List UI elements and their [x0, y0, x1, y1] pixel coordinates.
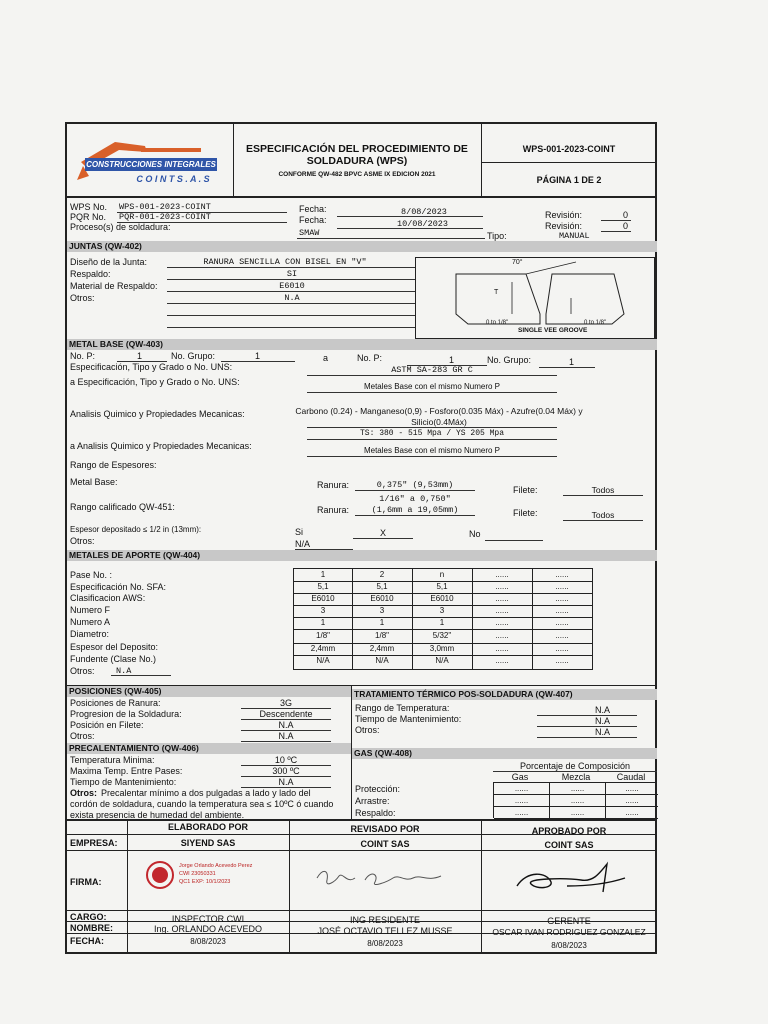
wps-label: WPS No.	[70, 202, 108, 212]
aporte-cell: 3	[320, 606, 326, 615]
wps-value: WPS-001-2023-COINT	[119, 202, 211, 212]
gas-row-label: Respaldo:	[355, 808, 396, 818]
np2-value: 1	[449, 355, 455, 365]
gas-row-label: Arrastre:	[355, 796, 390, 806]
si-label: Si	[295, 527, 304, 537]
section-metal-base: METAL BASE (QW-403)	[67, 339, 657, 350]
spec-label: Especificación, Tipo y Grado o No. UNS:	[70, 362, 233, 372]
aporte-cell: ......	[495, 618, 509, 627]
aporte-cell: ......	[495, 631, 509, 640]
aporte-cell: ......	[495, 606, 509, 615]
diseno-label: Diseño de la Junta:	[70, 257, 148, 267]
np2-label: No. P:	[357, 353, 383, 363]
form-title-line2: SOLDADURA (WPS)	[306, 155, 408, 167]
aporte-cell: ......	[555, 582, 569, 591]
gas-cell: ......	[514, 796, 529, 805]
aporte-cell: ......	[495, 656, 509, 665]
aprobado-header: APROBADO POR	[531, 826, 607, 836]
quimica-line1: Carbono (0.24) - Manganeso(0,9) - Fosforo(0.035 Máx) - Azufre(0.04 Máx) y	[295, 406, 583, 416]
page-indicator: PÁGINA 1 DE 2	[536, 175, 602, 185]
fecha-firma-label: FECHA:	[70, 936, 104, 946]
nombre-label: NOMBRE:	[70, 923, 113, 933]
empresa-revisado: COINT SAS	[360, 839, 410, 849]
aporte-label: Fundente (Clase No.)	[70, 654, 157, 664]
section-precalentamiento: PRECALENTAMIENTO (QW-406)	[67, 743, 351, 754]
np-label: No. P:	[70, 351, 96, 361]
revision-value-2: 0	[623, 221, 629, 231]
espesor-depositado-label: Espesor depositado ≤ 1/2 in (13mm):	[70, 525, 202, 534]
form-title-line1: ESPECIFICACIÓN DEL PROCEDIMIENTO DE	[246, 143, 468, 155]
ranura-label: Ranura:	[317, 480, 350, 490]
cargo-label: CARGO:	[70, 912, 107, 922]
gas-cell: ......	[570, 796, 585, 805]
gas-cell: ......	[570, 808, 585, 817]
nombre-revisado: JOSÉ OCTAVIO TELLEZ MUSSE	[317, 926, 453, 936]
ng-value: 1	[255, 351, 261, 361]
posicion-label: Otros:	[70, 731, 95, 741]
gas-row-label: Protección:	[355, 784, 401, 794]
aporte-cell: ......	[555, 618, 569, 627]
spec-value: ASTM SA-283 GR C	[391, 365, 473, 375]
joint-diagram	[415, 257, 655, 339]
spec2-value: Metales Base con el mismo Numero P	[363, 382, 501, 391]
stamp-line3: QC1 EXP: 10/1/2023	[179, 879, 231, 885]
precal-value: N.A	[278, 777, 294, 787]
diagram-thickness: T	[494, 289, 499, 296]
precal-otros-line3: exista presencia de humedad del ambiente.	[70, 810, 245, 820]
revision-label-2: Revisión:	[545, 221, 583, 231]
aporte-cell: 5,1	[436, 582, 448, 591]
doc-code: WPS-001-2023-COINT	[522, 144, 616, 154]
aporte-cell: 1	[320, 570, 326, 579]
aporte-cell: 5,1	[317, 582, 329, 591]
aporte-cell: 1/8"	[316, 631, 330, 640]
fecha-label-2: Fecha:	[299, 215, 327, 225]
precal-value: 300 ºC	[272, 766, 300, 776]
pwht-value: N.A	[595, 705, 611, 715]
precal-label: Tiempo de Mantenimiento:	[70, 777, 177, 787]
aporte-cell: ......	[555, 631, 569, 640]
tipo-value: MANUAL	[559, 231, 590, 241]
aporte-label: Numero F	[70, 605, 111, 615]
pwht-value: N.A	[595, 727, 611, 737]
aporte-cell: ......	[495, 582, 509, 591]
signature-table	[67, 820, 657, 954]
logo-banner: CONSTRUCCIONES INTEGRALES	[86, 160, 216, 169]
signature-revisado	[309, 860, 459, 894]
aporte-cell: n	[439, 570, 445, 579]
aporte-cell: 2,4mm	[369, 644, 395, 653]
section-juntas: JUNTAS (QW-402)	[67, 241, 657, 252]
aporte-label: Espesor del Deposito:	[70, 642, 159, 652]
revisado-header: REVISADO POR	[350, 824, 420, 834]
precal-otros-label: Otros:	[70, 788, 97, 798]
aporte-cell: 1	[439, 618, 445, 627]
elaborado-header: ELABORADO POR	[167, 822, 248, 832]
tipo-label: Tipo:	[487, 231, 507, 241]
ranura-value: 0,375" (9,53mm)	[376, 480, 454, 490]
precal-otros-line1: Precalentar mínimo a dos pulgadas a lado y lado del	[101, 788, 311, 798]
aporte-cell: ......	[495, 570, 509, 579]
diagram-caption: SINGLE VEE GROOVE	[518, 327, 588, 334]
nombre-elaborado: Ing. ORLANDO ACEVEDO	[153, 924, 263, 934]
cargo-revisado: ING RESIDENTE	[349, 915, 420, 925]
posicion-label: Posición en Filete:	[70, 720, 144, 730]
gas-cell: ......	[570, 784, 585, 793]
revision-label-1: Revisión:	[545, 210, 583, 220]
section-gas: GAS (QW-408)	[352, 748, 657, 759]
material-respaldo-label: Material de Respaldo:	[70, 281, 158, 291]
form-subtitle: CONFORME QW-482 BPVC ASME IX EDICION 2021	[278, 171, 436, 178]
gas-col-caudal: Caudal	[616, 772, 646, 782]
aporte-cell: ......	[495, 594, 509, 603]
quimica-label: Analisis Quimico y Propiedades Mecanicas:	[70, 409, 245, 419]
process-value: SMAW	[299, 228, 320, 238]
diseno-value: RANURA SENCILLA CON BISEL EN "V"	[203, 257, 367, 267]
ng2-value: 1	[569, 357, 575, 367]
aporte-cell: E6010	[311, 594, 335, 603]
aporte-cell: E6010	[370, 594, 394, 603]
empresa-elaborado: SIYEND SAS	[180, 838, 236, 848]
fecha-elaborado: 8/08/2023	[190, 937, 226, 946]
aporte-cell: 3	[379, 606, 385, 615]
gas-col-gas: Gas	[511, 772, 529, 782]
rango-calificado-label: Rango calificado QW-451:	[70, 502, 175, 512]
pwht-value: N.A	[595, 716, 611, 726]
respaldo-label: Respaldo:	[70, 269, 111, 279]
posicion-label: Progresion de la Soldadura:	[70, 709, 182, 719]
quimica-line3: TS: 380 - 515 Mpa / YS 205 Mpa	[359, 429, 505, 438]
gas-pct-label: Porcentaje de Composición	[519, 761, 631, 771]
aporte-cell: ......	[555, 644, 569, 653]
aporte-cell: N/A	[375, 656, 389, 665]
posicion-value: 3G	[279, 698, 292, 708]
aporte-otros-label: Otros:	[70, 666, 95, 676]
fecha-value-1: 8/08/2023	[401, 207, 447, 217]
aporte-cell: N/A	[316, 656, 330, 665]
filete2-label: Filete:	[513, 508, 538, 518]
fecha-value-2: 10/08/2023	[397, 219, 449, 229]
pqr-value: PQR-001-2023-COINT	[119, 212, 211, 222]
posicion-label: Posiciones de Ranura:	[70, 698, 161, 708]
empresa-aprobado: COINT SAS	[544, 840, 594, 850]
aporte-cell: ......	[555, 656, 569, 665]
no-label: No	[469, 529, 481, 539]
ng2-label: No. Grupo:	[487, 355, 532, 365]
pwht-label: Otros:	[355, 725, 380, 735]
spec2-label: a Especificación, Tipo y Grado o No. UNS:	[70, 377, 240, 387]
quimica2-label: a Analisis Quimico y Propiedades Mecanicas:	[70, 441, 252, 451]
posicion-value: N.A	[278, 731, 294, 741]
respaldo-value: SI	[286, 269, 298, 279]
aporte-label: Diametro:	[70, 629, 110, 639]
section-metales-aporte: METALES DE APORTE (QW-404)	[67, 550, 657, 561]
aporte-cell: E6010	[430, 594, 454, 603]
precal-label: Temperatura Minima:	[70, 755, 155, 765]
process-label: Proceso(s) de soldadura:	[70, 222, 171, 232]
precal-otros-line2: cordón de soldadura, cuando la temperatura sea ≤ 10ºC ó cuando	[70, 799, 334, 809]
filete-value: Todos	[591, 485, 615, 495]
aporte-otros-value: N.A	[116, 666, 132, 676]
posicion-value: Descendente	[259, 709, 313, 719]
stamp-line1: Jorge Orlando Acevedo Perez	[179, 863, 253, 869]
aporte-cell: 1	[379, 618, 385, 627]
aporte-label: Especificación No. SFA:	[70, 582, 167, 592]
a-connector: a	[323, 353, 329, 363]
pwht-label: Rango de Temperatura:	[355, 703, 450, 713]
rango-espesores-label: Rango de Espesores:	[70, 460, 157, 470]
pwht-label: Tiempo de Mantenimiento:	[355, 714, 462, 724]
ranura2-value-a: 1/16" a 0,750"	[379, 494, 451, 504]
aws-seal-icon	[145, 860, 175, 890]
aporte-cell: 1/8"	[375, 631, 389, 640]
aporte-label: Numero A	[70, 617, 111, 627]
gas-col-mezcla: Mezcla	[561, 772, 591, 782]
aporte-cell: ......	[555, 594, 569, 603]
gas-table	[493, 782, 657, 818]
wps-form	[65, 122, 657, 954]
aporte-cell: N/A	[435, 656, 449, 665]
ranura2-label: Ranura:	[317, 505, 350, 515]
aporte-cell: 3,0mm	[429, 644, 455, 653]
diagram-gap-2: 0 to 1/8"	[584, 320, 607, 326]
nombre-aprobado: OSCAR IVAN RODRIGUEZ GONZALEZ	[492, 927, 646, 937]
inspector-stamp	[145, 860, 285, 896]
aporte-label: Pase No. :	[70, 570, 113, 580]
ranura2-value-b: (1,6mm a 19,05mm)	[371, 505, 459, 515]
posicion-value: N.A	[278, 720, 294, 730]
gas-cell: ......	[514, 784, 529, 793]
stamp-line2: CWI 23050331	[179, 871, 216, 877]
aporte-cell: ......	[555, 606, 569, 615]
quimica2-value: Metales Base con el mismo Numero P	[363, 446, 501, 455]
section-pwht: TRATAMIENTO TÉRMICO POS-SOLDADURA (QW-407)	[352, 689, 657, 700]
section-posiciones: POSICIONES (QW-405)	[67, 686, 351, 697]
juntas-otros-value: N.A	[284, 293, 300, 303]
aporte-cell: ......	[495, 644, 509, 653]
aporte-cell: 3	[439, 606, 445, 615]
gas-cell: ......	[625, 784, 639, 793]
diagram-angle: 70°	[512, 259, 523, 266]
fecha-revisado: 8/08/2023	[367, 939, 403, 948]
aporte-cell: 2	[379, 570, 385, 579]
cargo-aprobado: GERENTE	[547, 916, 591, 926]
juntas-otros-label: Otros:	[70, 293, 95, 303]
metal-base-otros-value: N/A	[295, 539, 311, 549]
precal-value: 10 ºC	[274, 755, 298, 765]
filete2-value: Todos	[591, 510, 615, 520]
aporte-cell: 5,1	[376, 582, 388, 591]
si-mark: X	[379, 528, 386, 538]
aporte-table	[293, 568, 593, 670]
fecha-label-1: Fecha:	[299, 204, 327, 214]
metal-base-otros-label: Otros:	[70, 536, 95, 546]
aporte-cell: 1	[320, 618, 326, 627]
gas-cell: ......	[625, 808, 639, 817]
material-respaldo-value: E6010	[279, 281, 305, 291]
quimica-line2: Silicio(0.4Máx)	[411, 417, 467, 427]
signature-aprobado	[507, 856, 637, 900]
firma-label: FIRMA:	[70, 877, 102, 887]
logo-name: C O I N T S . A . S	[136, 174, 210, 184]
empresa-label: EMPRESA:	[70, 838, 118, 848]
pqr-label: PQR No.	[70, 212, 107, 222]
ng-label: No. Grupo:	[171, 351, 216, 361]
precal-label: Maxima Temp. Entre Pases:	[70, 766, 183, 776]
cargo-elaborado: INSPECTOR CWI	[171, 914, 245, 924]
aporte-cell: 2,4mm	[310, 644, 336, 653]
gas-cell: ......	[514, 808, 529, 817]
gas-cell: ......	[625, 796, 639, 805]
revision-value-1: 0	[623, 210, 629, 220]
fecha-aprobado: 8/08/2023	[551, 941, 587, 950]
np-value: 1	[137, 351, 143, 361]
aporte-cell: ......	[555, 570, 569, 579]
metal-base-label: Metal Base:	[70, 477, 118, 487]
diagram-gap-1: 0 to 1/8"	[486, 320, 509, 326]
filete-label: Filete:	[513, 485, 538, 495]
aporte-label: Clasificacion AWS:	[70, 593, 146, 603]
aporte-cell: 5/32"	[432, 631, 452, 640]
company-logo	[75, 132, 225, 192]
